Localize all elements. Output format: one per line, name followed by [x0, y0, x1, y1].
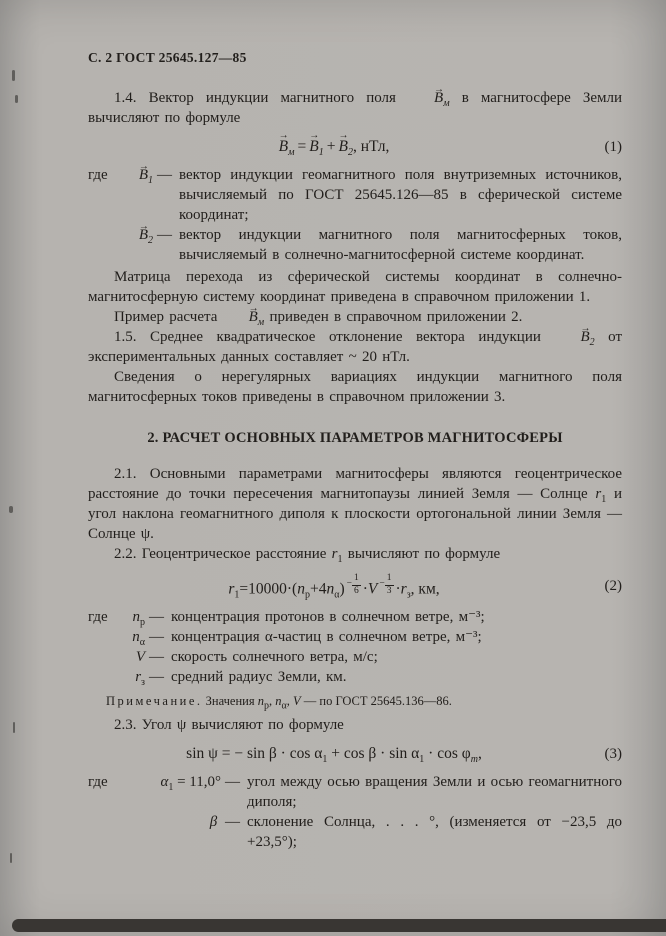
vector-b-symbol: B →: [223, 307, 258, 327]
where-symbol: [139, 165, 172, 225]
where-definition: вектор индукции магнитного поля магнитосферных токов, вычисляемый в солнечно-магнитосферной системе координат.: [179, 227, 622, 263]
variable-alpha1: α: [160, 774, 169, 791]
formula-text: · cos φ: [428, 745, 471, 763]
where-row: [88, 607, 622, 627]
where-definition: склонение Солнца, . . . °, (изменяется от −23,5 до +23,5°);: [247, 814, 622, 851]
text-run: Значения: [205, 694, 255, 709]
fraction-denominator: 6: [354, 585, 359, 596]
formula-body: [88, 138, 580, 159]
equation-number: (1): [604, 138, 622, 155]
paragraph-matrix: Матрица перехода из сферической системы координат в солнечно-магнитосферную систему координат приведена в справочном приложении 1.: [88, 269, 622, 305]
where-definition: скорость солнечного ветра, м/с;: [171, 649, 378, 666]
where-symbol: [136, 647, 164, 667]
where-definition: вектор индукции геомагнитного поля внутриземных источников, вычисляемый по ГОСТ 25645.126—85 в сферической системе координат;: [179, 167, 622, 223]
minus-sign: −: [379, 579, 385, 590]
where-term: [88, 667, 164, 687]
variable-nalpha: n: [132, 629, 140, 646]
where-keyword: [88, 225, 92, 265]
vector-b-symbol: B →: [139, 165, 148, 185]
variable-nalpha: n: [326, 580, 335, 598]
paragraph-2-2: [88, 544, 622, 564]
variable-r1: r: [228, 580, 235, 598]
variable-r1: r: [331, 546, 338, 562]
where-list-3: [88, 772, 622, 852]
where-symbol: [133, 607, 165, 627]
scan-speck: [9, 506, 13, 513]
formula-body: [88, 573, 580, 601]
where-row: [88, 812, 622, 852]
exponent-fraction: [347, 574, 361, 597]
text-run: 2.1. Основными параметрами магнитосферы являются геоцентрическое расстояние до точки пересечения магнитопаузы линией Земля — Солнце: [88, 466, 622, 502]
where-term: [88, 165, 172, 225]
where-term: [88, 627, 164, 647]
subscript: р: [263, 700, 269, 712]
comma: ,: [268, 694, 273, 709]
dash: —: [157, 227, 172, 243]
where-term: [88, 607, 164, 627]
variable-r1: r: [595, 486, 602, 502]
vector-b-symbol: B →: [279, 138, 288, 156]
where-definition: концентрация протонов в солнечном ветре, м⁻³;: [171, 609, 485, 626]
paragraph-example: [88, 307, 622, 327]
formula-1: [88, 138, 622, 159]
dot-operator: ·: [395, 580, 401, 598]
vector-b-symbol: B →: [554, 327, 589, 347]
scan-speck: [13, 722, 15, 733]
where-term: [88, 647, 164, 667]
where-symbol: [160, 772, 240, 812]
text-run: 2.2. Геоцентрическое расстояние: [114, 546, 327, 562]
text-run: вычисляют по формуле: [347, 546, 501, 562]
subscript: 1: [148, 175, 153, 186]
text-run: от экспериментальных данных составляет ~ 20 нТл.: [88, 329, 623, 365]
formula-3: [88, 745, 622, 766]
subscript: м: [443, 98, 450, 109]
dash: —: [149, 609, 164, 626]
equals-sign: =: [297, 138, 307, 155]
equation-number: (2): [604, 577, 622, 594]
variable-nalpha: n: [275, 694, 282, 709]
dash: —: [225, 774, 240, 791]
formula-text: + cos β · sin α: [331, 745, 420, 763]
paragraph-1-5: [88, 327, 622, 367]
subscript: м: [257, 317, 265, 328]
comma: ,: [477, 745, 482, 763]
vector-b-symbol: B →: [309, 138, 318, 156]
subscript: 1: [601, 494, 607, 505]
where-symbol: [132, 627, 164, 647]
fraction-numerator: 1: [385, 574, 394, 586]
subscript: 2: [589, 337, 595, 348]
where-keyword: где: [88, 774, 108, 791]
paragraph-1-4: [88, 88, 622, 128]
subscript: з: [141, 677, 145, 689]
text-run: — по ГОСТ 25645.136—86.: [303, 694, 452, 709]
formula-body: [88, 745, 580, 766]
where-definition: средний радиус Земли, км.: [171, 669, 347, 686]
where-keyword: [88, 812, 92, 852]
variable-v: V: [135, 649, 145, 666]
where-keyword: [88, 647, 92, 667]
variable-beta: β: [209, 814, 218, 831]
text-run: в магнитосфере Земли вычисляют по формуле: [88, 90, 623, 126]
subscript: α: [334, 589, 340, 601]
variable-r-earth: r: [400, 580, 407, 598]
value: = 11,0°: [177, 774, 221, 791]
variable-v: V: [292, 694, 301, 709]
minus-sign: −: [346, 579, 352, 590]
subscript: р: [140, 617, 145, 629]
scan-speck: [12, 70, 15, 81]
subscript: р: [304, 589, 310, 601]
formula-text: sin ψ = − sin β · cos α: [186, 745, 323, 763]
plus-sign: +: [326, 138, 336, 155]
where-list-1: [88, 165, 622, 265]
note-line: [88, 693, 622, 710]
variable-np: n: [297, 580, 305, 598]
scan-edge-bar: [12, 919, 666, 932]
dash: —: [225, 814, 240, 831]
note-label: Примечание.: [106, 694, 203, 709]
subscript: α: [139, 637, 145, 649]
where-symbol: [139, 225, 172, 265]
where-term: [88, 812, 240, 852]
scan-speck: [10, 853, 12, 863]
fraction: [385, 574, 394, 597]
formula-text: =10000·(: [239, 580, 298, 598]
where-keyword: [88, 667, 92, 687]
subscript: з: [406, 589, 411, 601]
variable-np: n: [132, 609, 140, 626]
formula-units: , км,: [410, 580, 440, 598]
fraction-numerator: 1: [352, 574, 361, 586]
page-header: С. 2 ГОСТ 25645.127—85: [88, 50, 247, 65]
variable-np: n: [257, 694, 264, 709]
comma: ,: [286, 694, 290, 709]
dash: —: [149, 669, 164, 686]
subscript: 1: [337, 554, 343, 565]
paragraph-2-1: [88, 464, 622, 544]
dot-operator: ·: [362, 580, 368, 598]
where-row: [88, 772, 622, 812]
paragraph-2-3: 2.3. Угол ψ вычисляют по формуле: [114, 717, 344, 734]
page-content: [88, 50, 622, 854]
formula-text: +4: [309, 580, 327, 598]
subscript: 2: [347, 147, 353, 159]
dash: —: [149, 629, 164, 646]
where-definition: концентрация α-частиц в солнечном ветре, м⁻³;: [171, 629, 482, 646]
scan-speck: [15, 95, 18, 103]
where-row: [88, 667, 622, 687]
vector-b-symbol: B →: [139, 225, 148, 245]
formula-text: ): [339, 580, 345, 598]
where-symbol: [135, 667, 164, 687]
where-row: [88, 647, 622, 667]
where-keyword: где: [88, 167, 108, 183]
subscript: m: [470, 754, 478, 766]
where-row: [88, 165, 622, 225]
where-row: [88, 225, 622, 265]
text-run: 1.5. Среднее квадратическое отклонение вектора индукции: [114, 329, 541, 345]
where-row: [88, 627, 622, 647]
where-term: [88, 225, 172, 265]
paragraph-irregular-variations: Сведения о нерегулярных вариациях индукции магнитного поля магнитосферных токов приведены в справочном приложении 3.: [88, 369, 622, 405]
where-definition: угол между осью вращения Земли и осью геомагнитного диполя;: [247, 774, 622, 811]
text-run: приведен в справочном приложении 2.: [269, 309, 523, 325]
variable-v: V: [367, 580, 378, 598]
subscript: 1: [168, 782, 174, 794]
subscript: 1: [234, 589, 240, 601]
text-run: и угол наклона геомагнитного диполя к плоскости ортогональной линии Земля — Солнце ψ.: [88, 486, 622, 542]
variable-r-earth: r: [135, 669, 142, 686]
exponent-fraction: [379, 574, 393, 597]
vector-b-symbol: B →: [408, 88, 443, 108]
vector-b-symbol: B →: [339, 138, 348, 156]
where-term: [88, 772, 240, 812]
where-list-2: [88, 607, 622, 687]
subscript: 1: [318, 147, 324, 159]
section-2-heading: 2. РАСЧЕТ ОСНОВНЫХ ПАРАМЕТРОВ МАГНИТОСФЕРЫ: [147, 430, 563, 446]
text-run: 1.4. Вектор индукции магнитного поля: [114, 90, 396, 106]
fraction: [352, 574, 361, 597]
subscript: 1: [419, 754, 425, 766]
subscript: м: [288, 147, 295, 159]
subscript: 2: [148, 235, 153, 246]
formula-2: [88, 573, 622, 601]
dash: —: [157, 167, 172, 183]
where-symbol: [210, 812, 240, 852]
subscript: α: [281, 700, 287, 712]
where-keyword: где: [88, 609, 108, 626]
subscript: 1: [322, 754, 328, 766]
equation-number: (3): [604, 745, 622, 762]
dash: —: [149, 649, 164, 666]
fraction-denominator: 3: [386, 585, 392, 596]
where-keyword: [88, 627, 92, 647]
formula-units: , нТл,: [352, 138, 390, 155]
text-run: Пример расчета: [114, 309, 218, 325]
